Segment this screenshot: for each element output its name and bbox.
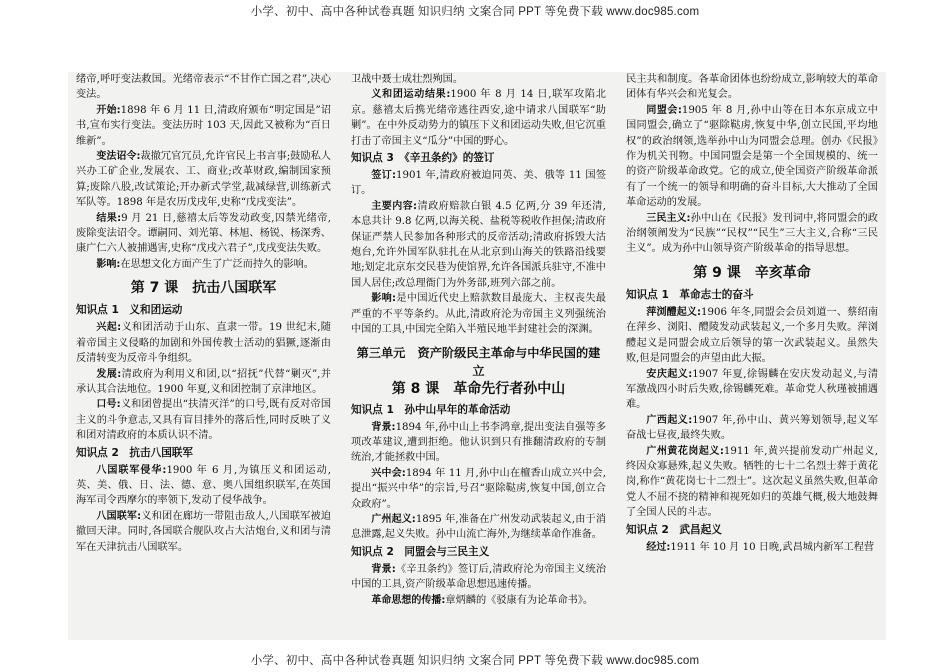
paragraph: 革命思想的传播:章炳麟的《驳康有为论革命书》。 [371, 594, 594, 606]
paragraph: 变法诏令:裁撤冗官冗员,允许官民上书言事;鼓励私人兴办工矿企业,发展农、工、商业;改革财政,编制国家预算;废除八股,改试策论;开办新式学堂,裁减绿营,训练新式军队等。1898 年是农历戊戌年,史称“戊戌变法”。 [76, 151, 331, 209]
paragraph-label: 广州起义: [371, 513, 416, 525]
paragraph: 三民主义:孙中山在《民报》发刊词中,将同盟会的政治纲领阐发为“民族”“民权”“民生”三大主义,合称“三民主义”。成为孙中山领导资产阶级革命的指导思想。 [626, 212, 878, 255]
paragraph-label: 背景: [371, 421, 396, 433]
document-page [68, 72, 886, 640]
paragraph: 背景:《辛丑条约》签订后,清政府沦为帝国主义统治中国的工具,资产阶级革命思想迅速传播。 [351, 563, 606, 591]
knowledge-point-heading: 知识点 1 孙中山早年的革命活动 [351, 403, 511, 416]
paragraph-label: 广西起义: [646, 414, 693, 426]
lesson-title: 第 7 课 抗击八国联军 [130, 280, 277, 297]
paragraph-label: 签订: [371, 170, 396, 182]
paragraph: 绪帝,呼吁变法救国。光绪帝表示“不甘作亡国之君”,决心变法。 [76, 74, 331, 101]
paragraph: 兴中会:1894 年 11 月,孙中山在檀香山成立兴中会,提出“振兴中华”的宗旨,号召“驱除鞑虏,恢复中国,创立合众政府”。 [351, 467, 606, 510]
paragraph: 民主共和制度。各革命团体也纷纷成立,影响较大的革命团体有华兴会和光复会。 [626, 74, 878, 101]
paragraph: 影响:在思想文化方面产生了广泛而持久的影响。 [96, 258, 314, 270]
paragraph: 八国联军:义和团在廊坊一带阻击敌人,八国联军被迫撤回天津。同时,各国联合舰队攻占大沽炮台,义和团与清军在天津抗击八国联军。 [76, 510, 331, 553]
knowledge-point-heading: 知识点 1 义和团运动 [76, 304, 183, 317]
paragraph-label: 背景: [371, 563, 396, 575]
top-watermark-banner: 小学、初中、高中各种试卷真题 知识归纳 文案合同 PPT 等免费下载 www.doc985.com [250, 6, 700, 18]
paragraph-label: 义和团运动结果: [371, 89, 451, 101]
column-3 [626, 72, 878, 640]
paragraph: 安庆起义:1907 年夏,徐锡麟在安庆发动起义,与清军激战四小时后失败,徐锡麟死难。革命党人秋瑾被捕遇难。 [626, 368, 878, 411]
paragraph-label: 口号: [96, 399, 121, 411]
paragraph: 义和团运动结果:1900 年 8 月 14 日,联军攻陷北京。慈禧太后携光绪帝逃往西安,途中请求八国联军“助剿”。在中外反动势力的镇压下义和团运动失败,但它沉重打击了帝国主义“瓜分”中国的野心。 [351, 89, 606, 147]
paragraph: 八国联军侵华:1900 年 6 月,为镇压义和团运动,英、美、俄、日、法、德、意、奥八国组织联军,在英国海军司令西摩尔的率领下,发动了侵华战争。 [76, 464, 331, 507]
paragraph: 广州黄花岗起义:1911 年,黄兴提前发动广州起义,终因众寡悬殊,起义失败。牺牲的七十二名烈士葬于黄花岗,称作“黄花岗七十二烈士”。这次起义虽然失败,但革命党人不屈不挠的精神和视死如归的英雄气概,极大地鼓舞了全国人民的斗志。 [626, 445, 878, 519]
paragraph: 兴起:义和团活动于山东、直隶一带。19 世纪末,随着帝国主义侵略的加剧和外国传教士活动的猖獗,逐渐由反清转变为反帝斗争组织。 [76, 322, 331, 365]
paragraph-label: 影响: [96, 258, 121, 270]
paragraph-label: 开始: [96, 104, 121, 116]
paragraph: 萍浏醴起义:1906 年冬,同盟会会员刘道一、蔡绍南在萍乡、浏阳、醴陵发动武装起义,一个多月失败。萍浏醴起义是同盟会成立后领导的第一次武装起义。虽然失败,但是同盟会的声望由此大振。 [626, 306, 878, 365]
paragraph: 发展:清政府为利用义和团,以“招抚”代替“剿灭”,并承认其合法地位。1900 年夏,义和团控制了京津地区。 [76, 368, 331, 395]
paragraph-label: 影响: [371, 293, 397, 305]
paragraph: 影响:是中国近代史上赔款数目最庞大、主权丧失最严重的不平等条约。从此,清政府沦为帝国主义列强统治中国的工具,中国完全陷入半殖民地半封建社会的深渊。 [351, 293, 606, 336]
knowledge-point-heading: 知识点 2 抗击八国联军 [76, 446, 193, 459]
paragraph-label: 八国联军: [96, 510, 142, 522]
paragraph-label: 变法诏令: [96, 151, 141, 163]
paragraph: 签订:1901 年,清政府被迫同英、美、俄等 11 国签订。 [351, 170, 606, 197]
paragraph-label: 革命思想的传播: [371, 594, 446, 606]
knowledge-point-heading: 知识点 2 武昌起义 [626, 523, 722, 536]
paragraph: 主要内容:清政府赔款白银 4.5 亿两,分 39 年还清,本息共计 9.8 亿两,以海关税、盐税等税收作担保;清政府保证严禁人民参加各种形式的反帝活动;清政府拆毁大沽炮台,允许外国军队驻扎在从北京到山海关的铁路沿线要地;划定北京东交民巷为使馆界,允许各国派兵驻守,不准中国人居住;改总理衙门为外务部,班列六部之前。 [351, 200, 606, 289]
paragraph-label: 八国联军侵华: [96, 464, 167, 476]
paragraph: 口号:义和团曾提出“扶清灭洋”的口号,既有反对帝国主义的斗争意志,又具有盲目排外的落后性,同时反映了义和团对清政府的本质认识不清。 [76, 399, 331, 442]
paragraph-label: 兴起: [96, 322, 122, 334]
lesson-title: 第 9 课 辛亥革命 [693, 264, 811, 281]
knowledge-point-heading: 知识点 2 同盟会与三民主义 [351, 545, 490, 558]
column-1 [76, 72, 331, 640]
paragraph-label: 结果: [96, 212, 122, 224]
paragraph: 背景:1894 年,孙中山上书李鸿章,提出变法自强等多项改革建议,遭到拒绝。他认识到只有推翻清政府的专制统治,才能拯救中国。 [351, 421, 606, 464]
paragraph-label: 发展: [96, 368, 122, 380]
paragraph: 广西起义:1907 年,孙中山、黄兴筹划领导,起义军奋战七昼夜,最终失败。 [626, 414, 878, 442]
paragraph-label: 广州黄花岗起义: [646, 445, 724, 457]
paragraph-label: 萍浏醴起义: [646, 306, 702, 318]
paragraph: 经过:1911 年 10 月 10 日晚,武昌城内新军工程营 [646, 541, 875, 553]
knowledge-point-heading: 知识点 1 革命志士的奋斗 [626, 288, 754, 301]
paragraph-label: 经过: [646, 541, 671, 553]
paragraph-label: 三民主义: [646, 212, 691, 224]
paragraph-label: 主要内容: [371, 200, 418, 212]
paragraph: 结果:9 月 21 日,慈禧太后等发动政变,囚禁光绪帝,废除变法诏令。谭嗣同、刘光第、林旭、杨锐、杨深秀、康广仁六人被捕遇害,史称“戊戌六君子”,戊戌变法失败。 [76, 212, 331, 255]
paragraph: 开始:1898 年 6 月 11 日,清政府颁布“明定国是”诏书,宣布实行变法。变法历时 103 天,因此又被称为“百日维新”。 [76, 104, 331, 147]
unit-title: 第三单元 资产阶级民主革命与中华民国的建立 [356, 345, 601, 378]
column-2 [351, 72, 606, 640]
paragraph: 同盟会:1905 年 8 月,孙中山等在日本东京成立中国同盟会,确立了“驱除鞑虏,恢复中华,创立民国,平均地权”的政治纲领,选举孙中山为同盟会总理。创办《民报》作为机关刊物。中国同盟会是第一个全国规模的、统一的资产阶级革命政党。它的成立,使全国资产阶级革命派有了一个统一的领导和明确的奋斗目标,大大推动了全国革命运动的发展。 [626, 104, 878, 209]
paragraph: 卫战中聂士成壮烈殉国。 [351, 74, 464, 85]
bottom-watermark-banner: 小学、初中、高中各种试卷真题 知识归纳 文案合同 PPT 等免费下载 www.doc985.com [250, 655, 700, 667]
paragraph-label: 兴中会: [371, 467, 406, 479]
knowledge-point-heading: 知识点 3 《辛丑条约》的签订 [351, 152, 495, 165]
paragraph: 广州起义:1895 年,准备在广州发动武装起义,由于消息泄露,起义失败。孙中山流亡海外,为继续革命作准备。 [351, 513, 606, 541]
paragraph-label: 安庆起义: [646, 368, 693, 380]
paragraph-label: 同盟会: [646, 104, 682, 116]
lesson-title: 第 8 课 革命先行者孙中山 [391, 380, 566, 397]
